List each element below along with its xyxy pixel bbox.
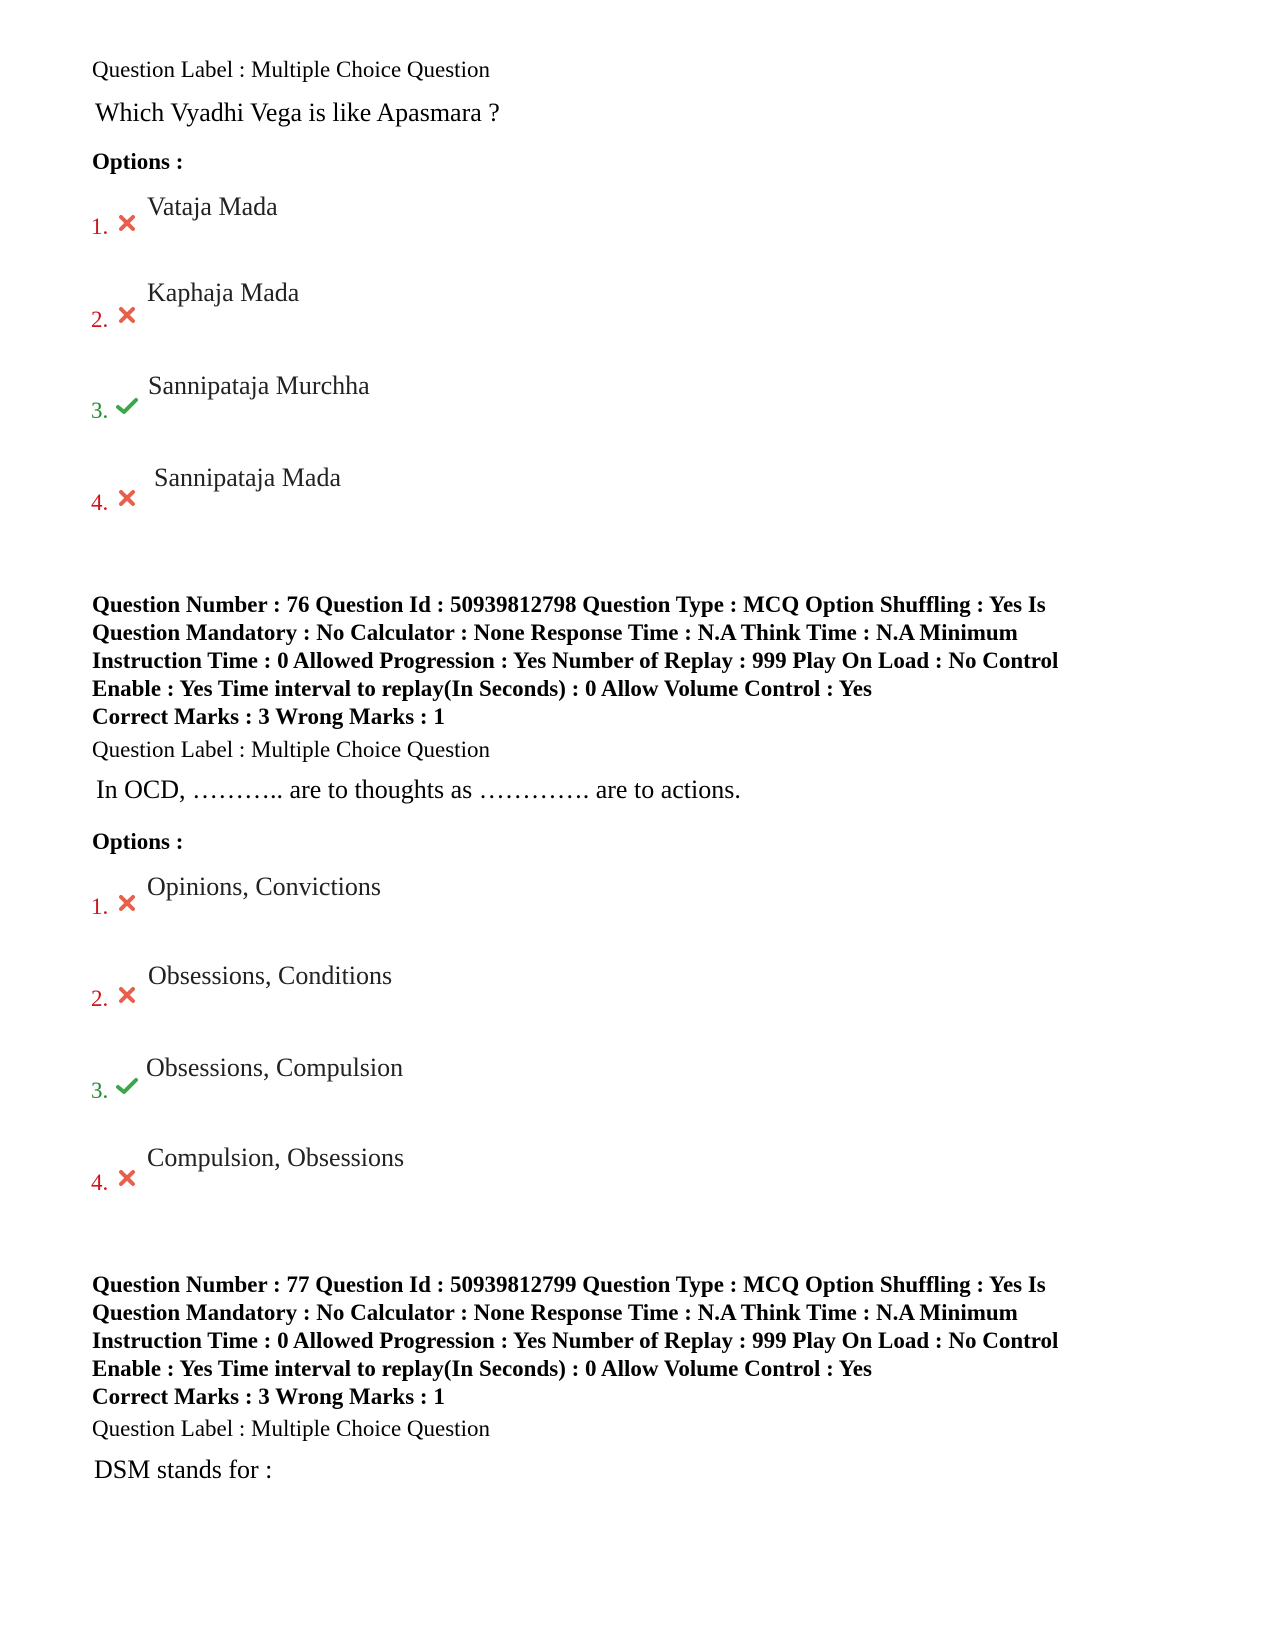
option-text: Kaphaja Mada	[147, 278, 300, 307]
marks-info: Correct Marks : 3 Wrong Marks : 1	[92, 704, 445, 729]
option-text: Compulsion, Obsessions	[147, 1143, 405, 1172]
question-meta: Question Number : 76 Question Id : 50939812798 Question Type : MCQ Option Shuffling : Yes Is Question Mandatory : No Calculator : None Response Time : N.A Think Time : N.A Minimum Instruction Time : 0 Allowed Progression : Yes Number of Replay : 999 Play On Load : No Control Enable : Yes Time interval to replay(In Seconds) : 0 Allow Volume Control : Yes	[92, 592, 1059, 701]
question-text: In OCD, ……….. are to thoughts as …………. are to actions.	[96, 775, 741, 804]
cross-icon	[118, 489, 136, 507]
question-label: Question Label : Multiple Choice Question	[92, 1416, 490, 1441]
options-heading: Options :	[92, 149, 184, 174]
option-number: 1.	[91, 214, 109, 239]
options-heading: Options :	[92, 829, 184, 854]
marks-info: Correct Marks : 3 Wrong Marks : 1	[92, 1384, 445, 1409]
check-icon	[116, 397, 138, 415]
cross-icon	[118, 986, 136, 1004]
option-number: 4.	[91, 1170, 109, 1195]
option-text: Vataja Mada	[147, 192, 278, 221]
option-number: 4.	[91, 490, 109, 515]
check-icon	[116, 1077, 138, 1095]
option-number: 2.	[91, 986, 109, 1011]
option-number: 3.	[91, 398, 109, 423]
question-meta: Question Number : 77 Question Id : 50939812799 Question Type : MCQ Option Shuffling : Yes Is Question Mandatory : No Calculator : None Response Time : N.A Think Time : N.A Minimum Instruction Time : 0 Allowed Progression : Yes Number of Replay : 999 Play On Load : No Control Enable : Yes Time interval to replay(In Seconds) : 0 Allow Volume Control : Yes	[92, 1272, 1059, 1381]
option-text: Opinions, Convictions	[147, 872, 382, 901]
option-text: Sannipataja Murchha	[148, 371, 370, 400]
cross-icon	[118, 214, 136, 232]
option-text: Obsessions, Compulsion	[146, 1053, 404, 1082]
option-number: 1.	[91, 894, 109, 919]
option-number: 2.	[91, 307, 109, 332]
cross-icon	[118, 1169, 136, 1187]
cross-icon	[118, 306, 136, 324]
cross-icon	[118, 894, 136, 912]
question-label: Question Label : Multiple Choice Question	[92, 737, 490, 762]
option-number: 3.	[91, 1078, 109, 1103]
option-text: Obsessions, Conditions	[148, 961, 393, 990]
option-text: Sannipataja Mada	[154, 463, 341, 492]
question-text: Which Vyadhi Vega is like Apasmara ?	[95, 98, 500, 127]
question-label: Question Label : Multiple Choice Question	[92, 57, 490, 82]
question-text: DSM stands for :	[94, 1455, 273, 1484]
